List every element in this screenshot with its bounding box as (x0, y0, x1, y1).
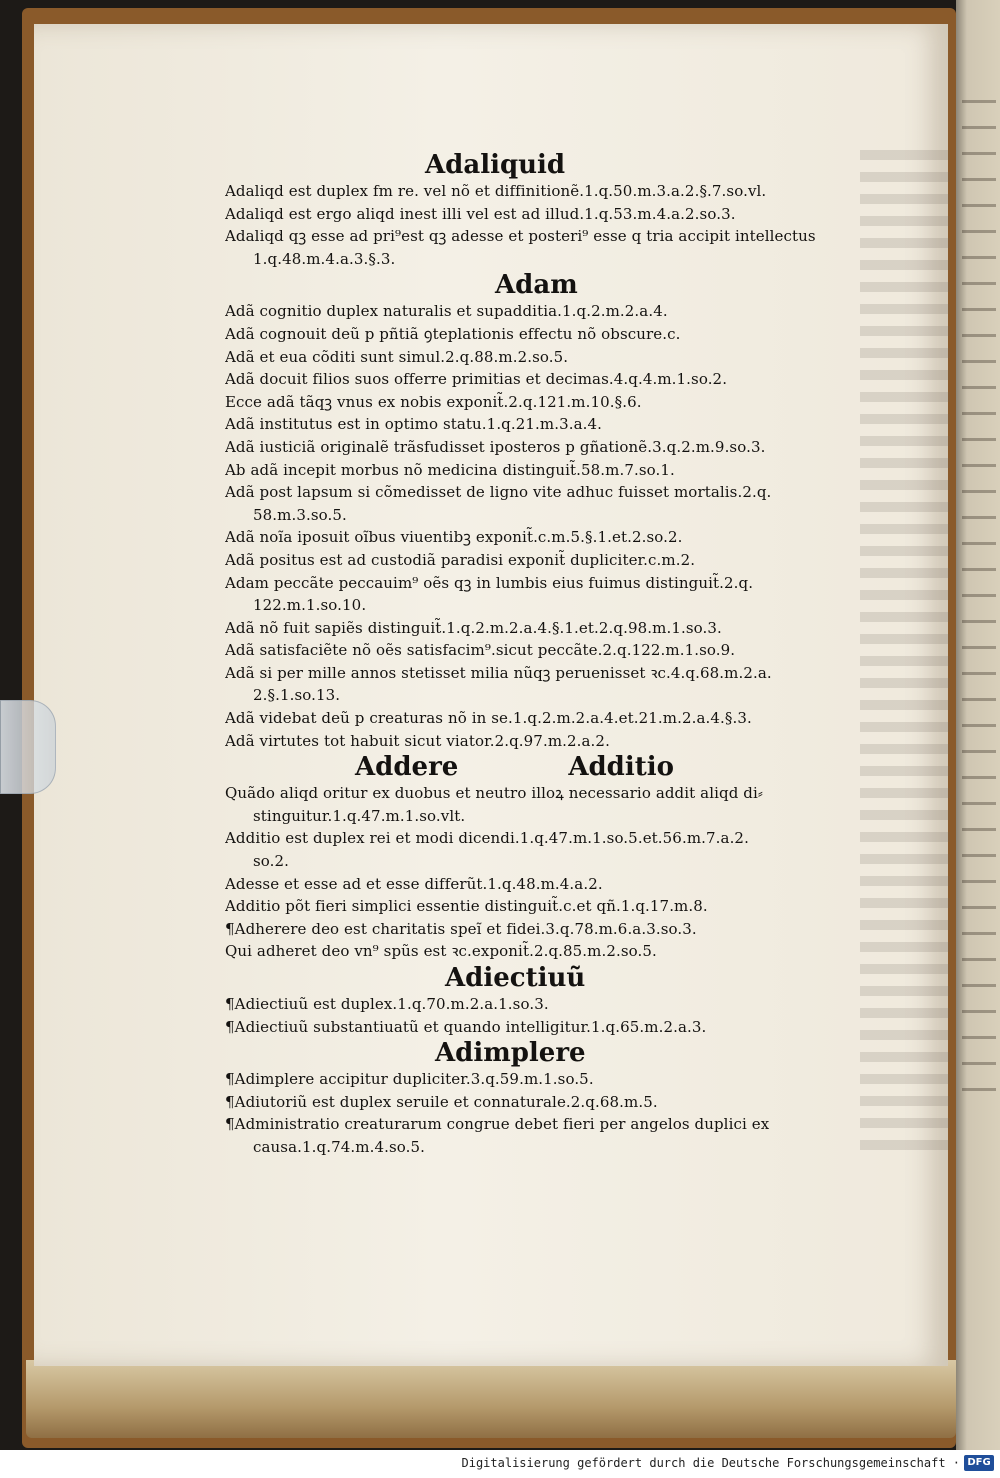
section-heading-row (225, 270, 885, 300)
entry-line: Adesse et esse ad et esse differũt.1.q.48.m.4.a.2. (225, 874, 603, 893)
entry-line: 1.q.48.m.4.a.3.§.3. (253, 249, 396, 268)
dfg-logo: DFG (964, 1455, 994, 1471)
entry-line: ¶Adimplere accipitur dupliciter.3.q.59.m.1.so.5. (225, 1070, 594, 1089)
entry-line: 2.§.1.so.13. (253, 686, 341, 705)
entry-line: Adaliqd est ergo aliqd inest illi vel est ad illud.1.q.53.m.4.a.2.so.3. (225, 204, 736, 223)
entry-line: ¶Adherere deo est charitatis speĩ et fidei.3.q.78.m.6.a.3.so.3. (225, 919, 697, 938)
entry-line: Adaliqd qꝫ esse ad pri⁹est qꝫ adesse et posteri⁹ esse q tria accipit intellectus (225, 227, 816, 246)
entry-line: 58.m.3.so.5. (253, 505, 347, 524)
entry-line: Adã satisfaciẽte nõ oẽs satisfacim⁹.sicut peccãte.2.q.122.m.1.so.9. (225, 641, 736, 660)
page-clip (0, 700, 56, 794)
entry-line: Adã noĩa iposuit oĩbus viuentibꝫ exponit̃.c.m.5.§.1.et.2.so.2. (225, 528, 683, 547)
footer-bar (0, 1450, 1000, 1478)
entry-line: Additio est duplex rei et modi dicendi.1.q.47.m.1.so.5.et.56.m.7.a.2. (225, 829, 749, 848)
section-heading: Addere (355, 752, 459, 783)
entry-line: Adã et eua cõditi sunt simul.2.q.88.m.2.so.5. (225, 347, 569, 366)
entry-line: Adã videbat deũ p creaturas nõ in se.1.q.2.m.2.a.4.et.21.m.2.a.4.§.3. (225, 709, 752, 728)
section-heading: Adiectiuũ (445, 963, 586, 993)
section-heading-row (225, 150, 885, 180)
page-text-block (225, 150, 885, 1159)
entry-line: Adaliqd est duplex fm re. vel nõ et diffinitionẽ.1.q.50.m.3.a.2.§.7.so.vl. (225, 182, 767, 200)
entry-line: Adã positus est ad custodiã paradisi exponit̃ dupliciter.c.m.2. (225, 550, 696, 569)
facing-page-text-edge (962, 100, 996, 1100)
section-heading: Adimplere (435, 1038, 586, 1069)
entry-line: Adã cognitio duplex naturalis et supadditia.1.q.2.m.2.a.4. (225, 302, 668, 321)
entry-line: ¶Adiectiuũ est duplex.1.q.70.m.2.a.1.so.3. (225, 995, 549, 1013)
entry-line: Adã cognouit deũ p pñtiã ꝯteplationis effectu nõ obscure.c. (225, 324, 681, 343)
section-heading-row (225, 752, 885, 782)
entry-line: 122.m.1.so.10. (253, 596, 367, 615)
entry-line: Adã nõ fuit sapiẽs distinguit̃.1.q.2.m.2.a.4.§.1.et.2.q.98.m.1.so.3. (225, 618, 722, 637)
section-heading: Adaliquid (425, 150, 566, 180)
footer-credit: Digitalisierung gefördert durch die Deutsche Forschungsgemeinschaft · (461, 1456, 960, 1470)
section-heading-secondary: Additio (568, 752, 674, 783)
section-heading-row (225, 963, 885, 993)
section-heading-row (225, 1038, 885, 1068)
entry-line: Ecce adã tãqꝫ vnus ex nobis exponit̃.2.q.121.m.10.§.6. (225, 392, 642, 411)
entry-line: causa.1.q.74.m.4.so.5. (253, 1137, 425, 1156)
entry-line: Quãdo aliqd oritur ex duobus et neutro illoꝝ necessario addit aliqd di⸗ (225, 784, 763, 803)
entry-line: Qui adheret deo vn⁹ spũs est ꝛc.exponit̃.2.q.85.m.2.so.5. (225, 942, 657, 961)
entry-line: ¶Administratio creaturarum congrue debet fieri per angelos duplici ex (225, 1115, 770, 1134)
entry-line: Adã post lapsum si cõmedisset de ligno vite adhuc fuisset mortalis.2.q. (225, 483, 772, 502)
entry-line: Adã iusticiã originalẽ trãsfudisset iposteros p gñationẽ.3.q.2.m.9.so.3. (225, 437, 766, 456)
entry-line: Adam peccãte peccauim⁹ oẽs qꝫ in lumbis eius fuimus distinguit̃.2.q. (225, 573, 754, 592)
entry-line: so.2. (253, 852, 290, 871)
section-heading: Adam (495, 270, 578, 301)
entry-line: Adã virtutes tot habuit sicut viator.2.q.97.m.2.a.2. (225, 731, 610, 750)
facing-page-edge (956, 0, 1000, 1450)
entry-line: Additio põt fieri simplici essentie distinguit̃.c.et qñ.1.q.17.m.8. (225, 897, 708, 916)
entry-line: ¶Adiutoriũ est duplex seruile et connaturale.2.q.68.m.5. (225, 1092, 658, 1111)
entry-line: stinguitur.1.q.47.m.1.so.vlt. (253, 806, 466, 825)
entry-line: Ab adã incepit morbus nõ medicina distinguit̃.58.m.7.so.1. (225, 460, 675, 479)
entry-line: Adã docuit filios suos offerre primitias et decimas.4.q.4.m.1.so.2. (225, 370, 728, 389)
entry-line: ¶Adiectiuũ substantiuatũ et quando intelligitur.1.q.65.m.2.a.3. (225, 1017, 707, 1036)
entry-line: Adã si per mille annos stetisset milia nũqꝫ peruenisset ꝛc.4.q.68.m.2.a. (225, 663, 772, 682)
entry-line: Adã institutus est in optimo statu.1.q.21.m.3.a.4. (225, 415, 603, 434)
page-bottom-edge (26, 1360, 956, 1438)
